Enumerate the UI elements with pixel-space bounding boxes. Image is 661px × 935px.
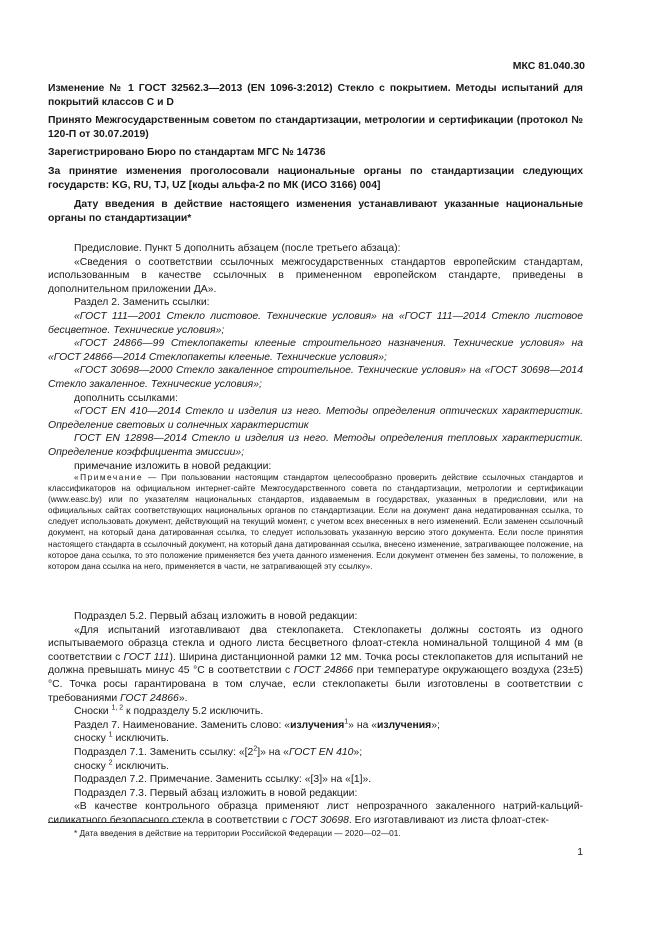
paragraph: Сноски $^{1, 2}$ к подразделу 5.2 исключить. [74, 704, 264, 718]
accepted-statement: Принято Межгосударственным советом по стандартизации, метрологии и сертификации (протокол № 120-П от 30.07.2019) [48, 115, 583, 140]
paragraph: дополнить ссылками: [74, 392, 178, 404]
paragraph: «Для испытаний изготавливают два стеклопакета. Стеклопакеты должны состоять из одного испытываемого образца стекла и одного листа бесцветного флоат-стекла номинальной толщиной 4 мм (в соответствии с ГОСТ 111). Ширина дистанционной рамки 12 мм. Точка росы стеклопакетов для испытаний не должна превышать минус 45 °С в соответствии с ГОСТ 24866 при температуре окружающего воздуха (23±5) °С. Точка росы гарантирована в том случае, если стеклопакеты были изготовлены в соответствии с требованиями ГОСТ 24866». [48, 624, 583, 704]
paragraph: Подраздел 7.1. Заменить ссылку: «$[2^2]$» на «ГОСТ EN 410»; [74, 745, 363, 758]
amendment-title: Изменение № 1 ГОСТ 32562.3—2013 (EN 1096-3:2012) Стекло с покрытием. Методы испытаний для покрытий классов C и D [48, 83, 583, 108]
paragraph: «ГОСТ 24866—99 Стеклопакеты клееные строительного назначения. Технические условия» на «ГОСТ 24866—2014 Стеклопакеты клееные. Технические условия»; [48, 338, 583, 363]
paragraph: Подраздел 7.2. Примечание. Заменить ссылку: «[3]» на «[1]». [74, 774, 372, 786]
note-label: «Примечание [74, 472, 144, 482]
footnote: * Дата введения в действие на территории Российской Федерации — 2020—02—01. [74, 828, 401, 838]
registered-statement: Зарегистрировано Бюро по стандартам МГС № 14736 [48, 147, 326, 158]
paragraph: Предисловие. Пункт 5 дополнить абзацем (после третьего абзаца): [74, 243, 401, 254]
paragraph: Раздел 7. Наименование. Заменить слово: «излучения$^1$» на «излучения»; [74, 718, 440, 731]
paragraph: Раздел 2. Заменить ссылки: [74, 297, 210, 309]
paragraph: «ГОСТ EN 410—2014 Стекло и изделия из него. Методы определения оптических характеристик. Определение световых и солнечных характеристик [48, 406, 583, 431]
note-text: — При пользовании настоящим стандартом целесообразно проверить действие ссылочных стандартов и классификаторов на официальном интернет-сайте Межгосударственного совета по стандартизации, метрологии и сертификации (www.easc.by) или по указателям национальных стандартов, издаваемым в государствах, указанных в предисловии, или на официальных сайтах соответствующих национальных органов по стандартизации. Если на документ дана недатированная ссылка, то следует использовать документ, действующий на текущий момент, с учетом всех внесенных в него изменений. Если заменен ссылочный документ, на который дана датированная ссылка, то следует использовать указанную версию этого документа. Если после принятия настоящего стандарта в ссылочный документ, на который дана датированная ссылка, внесено изменение, затрагивающее положение, на которое дана ссылка, то это положение применяется без учета данного изменения. Если документ отменен без замены, то положение, в котором дана ссылка на него, применяется в части, не затрагивающей эту ссылку». [48, 472, 583, 571]
paragraph: Подраздел 5.2. Первый абзац изложить в новой редакции: [74, 611, 358, 622]
voted-statement: За принятие изменения проголосовали национальные органы по стандартизации следующих государств: KG, RU, TJ, UZ [коды альфа-2 по МК (ИСО 3166) 004] [48, 166, 583, 191]
note-paragraph [48, 472, 583, 572]
paragraph: «В качестве контрольного образца применяют лист непрозрачного закаленного натрий-кальций-силикатного безопасного стекла в соответствии с ГОСТ 30698. Его изготавливают из листа флоат-стек- [48, 801, 583, 826]
mks-code: МКС 81.040.30 [512, 60, 585, 72]
note-block [48, 472, 583, 572]
paragraph: сноску $^2$ исключить. [74, 759, 170, 772]
paragraph: сноску $^1$ исключить. [74, 731, 170, 745]
paragraph: ГОСТ EN 12898—2014 Стекло и изделия из него. Методы определения тепловых характеристик. Определение коэффициента эмиссии»; [48, 433, 583, 458]
date-intro-statement: Дату введения в действие настоящего изменения устанавливают указанные национальные органы по стандартизации* [48, 199, 583, 224]
paragraph: Подраздел 7.3. Первый абзац изложить в новой редакции: [74, 787, 358, 799]
body-section-1 [48, 242, 583, 473]
body-section-2 [48, 610, 583, 828]
page-number: 1 [577, 847, 583, 858]
paragraph: «ГОСТ 111—2001 Стекло листовое. Технические условия» на «ГОСТ 111—2014 Стекло листовое бесцветное. Технические условия»; [48, 310, 583, 336]
paragraph: «Сведения о соответствии ссылочных межгосударственных стандартов европейским стандартам, использованным в качестве ссылочных в примененном европейском стандарте, приведены в дополнительном приложении ДА». [48, 256, 583, 295]
footnote-divider [48, 822, 182, 823]
paragraph: «ГОСТ 30698—2000 Стекло закаленное строительное. Технические условия» на «ГОСТ 30698—2014 Стекло закаленное. Технические условия»; [48, 365, 583, 390]
paragraph: примечание изложить в новой редакции: [74, 460, 272, 472]
